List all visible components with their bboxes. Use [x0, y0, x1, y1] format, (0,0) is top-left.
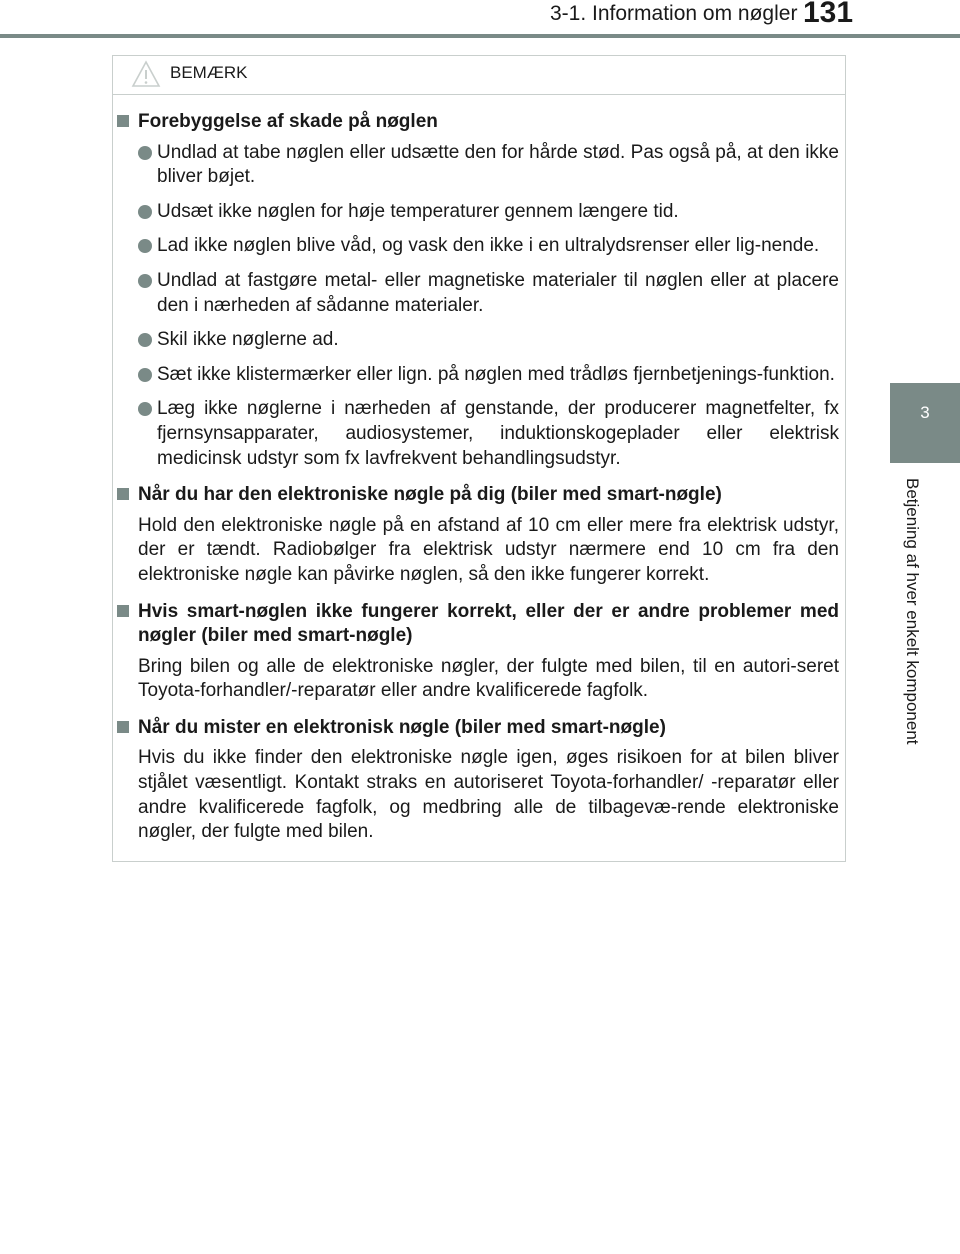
- list-item: [138, 328, 839, 353]
- section-paragraph: Hold den elektroniske nøgle på en afstand af 10 cm eller mere fra elektrisk udstyr, der er tændt. Radiobølger fra elektrisk udstyr nærmere end 10 cm fra den elektroniske nøgle kan påvirke nøglen, så den ikke fungerer korrekt.: [138, 514, 839, 585]
- warning-triangle-icon: [131, 60, 161, 88]
- section-paragraph: Hvis du ikke finder den elektroniske nøgle igen, øges risikoen for at bilen bliver stjålet væsentligt. Kontakt straks en autoriseret Toyota-forhandler/ -reparatør eller andre kvalificerede fagfolk, og medbring alle de tilbagevæ-rende elektroniske nøgler, der fulgte med bilen.: [138, 747, 839, 843]
- square-bullet-icon: [117, 115, 129, 127]
- square-bullet-icon: [117, 488, 129, 500]
- list-item: [138, 141, 839, 190]
- chapter-tab: [890, 383, 960, 463]
- header-rule: [0, 34, 960, 38]
- section-heading-text: Når du mister en elektronisk nøgle (biler med smart-nøgle): [138, 716, 666, 738]
- section-heading: [138, 483, 839, 508]
- section-heading-text: Hvis smart-nøglen ikke fungerer korrekt, eller der er andre problemer med nøgler (biler med smart-nøgle): [138, 600, 839, 647]
- section-title: 3-1. Information om nøgler: [550, 2, 798, 25]
- circle-bullet-icon: [138, 239, 152, 253]
- note-section: [113, 110, 847, 471]
- circle-bullet-icon: [138, 333, 152, 347]
- section-heading-text: Når du har den elektroniske nøgle på dig (biler med smart-nøgle): [138, 484, 722, 506]
- note-section: [113, 600, 847, 704]
- note-section: [113, 716, 847, 845]
- list-item: [138, 397, 839, 471]
- chapter-title: Betjening af hver enkelt komponent: [903, 478, 922, 745]
- list-item-text: Skil ikke nøglerne ad.: [157, 329, 339, 351]
- bullet-list: [138, 141, 839, 472]
- list-item-text: Udsæt ikke nøglen for høje temperaturer gennem længere tid.: [157, 200, 679, 222]
- note-section: [113, 483, 847, 587]
- note-box: [112, 55, 846, 862]
- list-item-text: Sæt ikke klistermærker eller lign. på nøglen med trådløs fjernbetjenings-funktion.: [157, 363, 835, 385]
- square-bullet-icon: [117, 605, 129, 617]
- list-item: [138, 200, 839, 225]
- list-item: [138, 269, 839, 318]
- list-item: [138, 234, 839, 259]
- circle-bullet-icon: [138, 368, 152, 382]
- square-bullet-icon: [117, 721, 129, 733]
- list-item-text: Læg ikke nøglerne i nærheden af genstande, der producerer magnetfelter, fx fjernsynsapparater, audiosystemer, induktionskogeplader eller elektrisk medicinsk udstyr som fx lavfrekvent behandlingsudstyr.: [157, 398, 839, 469]
- list-item: [138, 363, 839, 388]
- note-title: BEMÆRK: [170, 63, 248, 82]
- circle-bullet-icon: [138, 402, 152, 416]
- list-item-text: Undlad at fastgøre metal- eller magnetiske materialer til nøglen eller at placere den i nærheden af sådanne materialer.: [157, 269, 839, 316]
- page-number: 131: [803, 0, 854, 29]
- section-heading-text: Forebyggelse af skade på nøglen: [138, 111, 438, 132]
- circle-bullet-icon: [138, 274, 152, 288]
- circle-bullet-icon: [138, 205, 152, 219]
- circle-bullet-icon: [138, 146, 152, 160]
- chapter-number: 3: [920, 403, 930, 422]
- note-header: [113, 56, 845, 95]
- section-heading: [138, 110, 839, 135]
- section-paragraph: Bring bilen og alle de elektroniske nøgler, der fulgte med bilen, til en autori-seret Toyota-forhandler/-reparatør eller andre kvalificerede fagfolk.: [138, 655, 839, 702]
- note-body: [113, 110, 847, 857]
- list-item-text: Undlad at tabe nøglen eller udsætte den for hårde stød. Pas også på, at den ikke bliver bøjet.: [157, 141, 839, 188]
- list-item-text: Lad ikke nøglen blive våd, og vask den ikke i en ultralydsrenser eller lig-nende.: [157, 235, 820, 257]
- section-heading: [138, 600, 839, 649]
- section-heading: [138, 716, 839, 741]
